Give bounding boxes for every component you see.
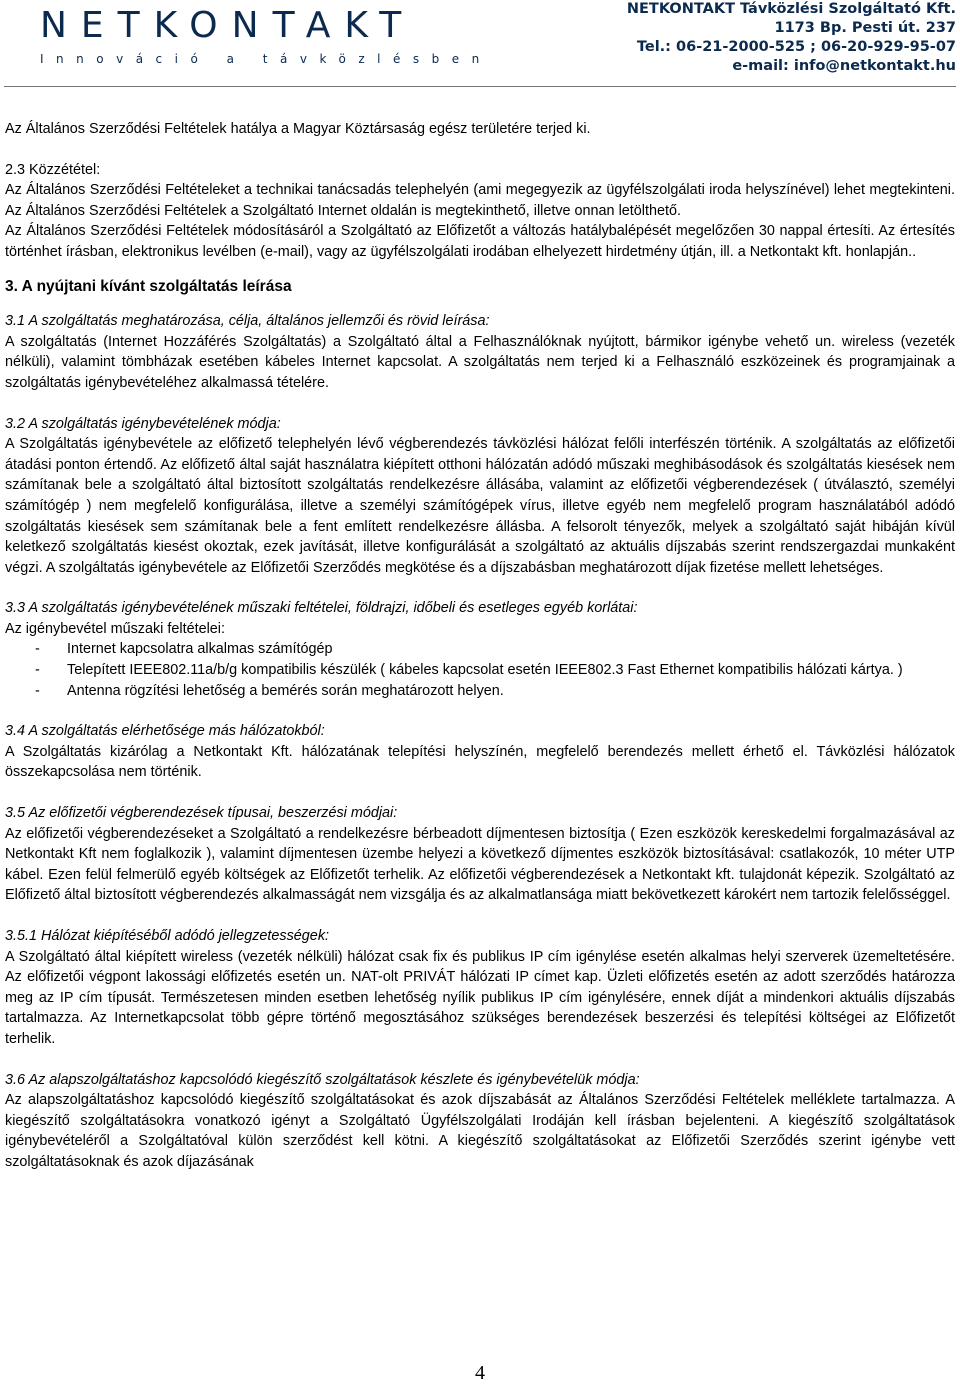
list-item-text: Antenna rögzítési lehetőség a bemérés során meghatározott helyen. (67, 682, 504, 699)
company-email: e-mail: info@netkontakt.hu (732, 58, 956, 74)
section-3-5-paragraph: Az előfizetői végberendezéseket a Szolgáltató a rendelkezésre bérbeadott díjmentesen biztosítja ( Ezen eszközök kereskedelmi forgalmazásával az Netkontakt Kft nem foglalkozik ), valamint díjmentesen üzembe helyezi a következő díjmentes eszközök biztosításával: csatlakozók, 10 méter UTP kábel. Ezen felül felmerülő egyéb költségek az Előfizetőt terhelik. Az előfizetői végberendezések a Netkontakt kft. tulajdonát képezik. Szolgáltató az Előfizető által biztosított végberendezés alkalmasságát nem vizsgálja és az alkalmatlansága miatt bekövetkezett károkért nem tartozik felelősséggel. (5, 825, 955, 904)
document-body (5, 119, 955, 1173)
section-3-1-title: 3.1 A szolgáltatás meghatározása, célja, általános jellemzői és rövid leírása: (5, 313, 490, 330)
company-phone: Tel.: 06-21-2000-525 ; 06-20-929-95-07 (636, 39, 956, 55)
page-number: 4 (475, 1362, 485, 1384)
section-3-3-title: 3.3 A szolgáltatás igénybevételének műszaki feltételei, földrajzi, időbeli és esetleges egyéb korlátai: (5, 600, 638, 617)
header-divider (4, 86, 956, 87)
company-contact-block (627, 0, 956, 76)
company-name: NETKONTAKT Távközlési Szolgáltató Kft. (626, 1, 956, 17)
company-address: 1173 Bp. Pesti út. 237 (774, 20, 956, 36)
list-item-text: Telepített IEEE802.11a/b/g kompatibilis készülék ( kábeles kapcsolat esetén IEEE802.3 Fast Ethernet kompatibilis hálózati kártya. ) (67, 662, 903, 679)
dash-bullet: - (35, 682, 40, 699)
section-3-4-title: 3.4 A szolgáltatás elérhetősége más hálózatokból: (5, 723, 325, 740)
list-item (5, 681, 955, 702)
section-3-5-title: 3.5 Az előfizetői végberendezések típusai, beszerzési módjai: (5, 805, 398, 822)
section-3-1-paragraph: A szolgáltatás (Internet Hozzáférés Szolgáltatás) a Szolgáltató által a Felhasználóknak nyújtott, bármikor igénybe vehető un. wireless (vezeték nélküli), valamint tömbházak esetében kábeles Internet kapcsolat. A szolgáltatás nem terjed ki a Felhasználó eszközeinek és programjainak a szolgáltatás igénybevételéhez alkalmassá tételére. (5, 333, 955, 391)
company-logo (40, 4, 492, 66)
scope-paragraph: Az Általános Szerződési Feltételek hatálya a Magyar Köztársaság egész területére terjed ki. (5, 121, 591, 137)
list-item (5, 639, 955, 660)
section-3-5-1-paragraph: A Szolgáltató által kiépített wireless (vezeték nélküli) hálózat csak fix és publikus IP cím igénylése esetén alkalmas helyi szerverek üzemeltetésére. Az előfizetői végpont lakossági előfizetés esetén un. NAT-olt PRIVÁT hálózati IP címet kap. Üzleti előfizetés esetén az adott szerződés határozza meg az IP cím típusát. Természetesen minden esetben lehetőség nyílik publikus IP cím igénylésére, ennek díját a mindenkori aktuális díjszabás tartalmazza. Az Internetkapcsolat több gépre történő megosztásához szükséges berendezések beszerzési és telepítési költségei az Előfizetőt terhelik. (5, 948, 955, 1047)
section-2-3-paragraph-1: Az Általános Szerződési Feltételeket a technikai tanácsadás telephelyén (ami megegyezik az ügyfélszolgálati iroda helyszínével) lehet megtekinteni. Az Általános Szerződési Feltételek a Szolgáltató Internet oldalán is megtekinthető, illetve onnan letölthető. (5, 182, 955, 219)
section-3-6-paragraph: Az alapszolgáltatáshoz kapcsolódó kiegészítő szolgáltatásokat és azok díjszabását az Általános Szerződési Feltételek melléklete tartalmazza. A kiegészítő szolgáltatásokra vonatkozó igényt a Szolgáltató Ügyfélszolgálati Irodáján kell írásban bejelenteni. A kiegészítő szolgáltatások igénybevételéről a Szolgáltatóval külön szerződést kell kötni. A kiegészítő szolgáltatásokat az Előfizetői Szerződés szerint igénybe vett szolgáltatásoknak és azok díjazásának (5, 1092, 955, 1170)
section-2-3-title: 2.3 Közzététel: (5, 161, 101, 178)
section-3-3-intro: Az igénybevétel műszaki feltételei: (5, 620, 225, 637)
section-3-6-title: 3.6 Az alapszolgáltatáshoz kapcsolódó kiegészítő szolgáltatások készlete és igénybevételük módja: (5, 1071, 640, 1088)
requirements-list (5, 639, 955, 701)
logo-tagline: Innováció a távközlésben (40, 52, 492, 66)
section-3-4-paragraph: A Szolgáltatás kizárólag a Netkontakt Kft. hálózatának telepítési helyszínén, megfelelő berendezés mellett érhető el. Távközlési hálózatok összekapcsolása nem történik. (5, 743, 955, 781)
list-item-text: Internet kapcsolatra alkalmas számítógép (67, 641, 333, 658)
section-3-2-title: 3.2 A szolgáltatás igénybevételének módja: (5, 415, 281, 432)
section-3-2-paragraph: A Szolgáltatás igénybevétele az előfizető telephelyén lévő végberendezés távközlési hálózat felőli interfészén történik. A szolgáltatás az előfizetői átadási ponton értendő. Az előfizető által saját használatra kiépített otthoni hálózatán adódó műszaki meghibásodások és szolgáltatás kiesések nem számítanak bele a szolgáltató által biztosított szolgáltatás rendelkezésre állásába, valamint az előfizetői végberendezések ( útválasztó, személyi számítógép ) nem megfelelő konfigurálása, illetve a személyi számítógépek vírus, illetve egyéb nem megfelelő program használatából adódó szolgáltatás kiesések sem számítanak bele a fent említett rendelkezésre állásba. A felsorolt tényezők, melyek a szolgáltató saját hibáján kívül keletkező szolgáltatás kiesést okoztak, ezek javítását, illetve konfigurálását a szolgáltató az aktuális díjszabás szerint rendszergazdai munkaként végzi. A szolgáltatás igénybevétele az Előfizetői Szerződés megkötése és a díjszabásban meghatározott díjak fizetése mellett lehetséges. (5, 436, 955, 576)
section-2-3-paragraph-2: Az Általános Szerződési Feltételek módosításáról a Szolgáltató az Előfizetőt a változás hatálybalépését megelőzően 30 nappal értesíti. Az értesítés történhet írásban, elektronikus levélben (e-mail), vagy az ügyfélszolgálati irodában elhelyezett hirdetmény útján, ill. a Netkontakt kft. honlapján.. (5, 223, 955, 260)
dash-bullet: - (35, 662, 40, 679)
section-3-title: 3. A nyújtani kívánt szolgáltatás leírása (5, 277, 292, 295)
letterhead (0, 0, 960, 80)
logo-wordmark: NETKONTAKT (40, 5, 416, 46)
dash-bullet: - (35, 641, 40, 658)
list-item (5, 660, 955, 681)
section-3-5-1-title: 3.5.1 Hálózat kiépítéséből adódó jellegzetességek: (5, 928, 330, 944)
